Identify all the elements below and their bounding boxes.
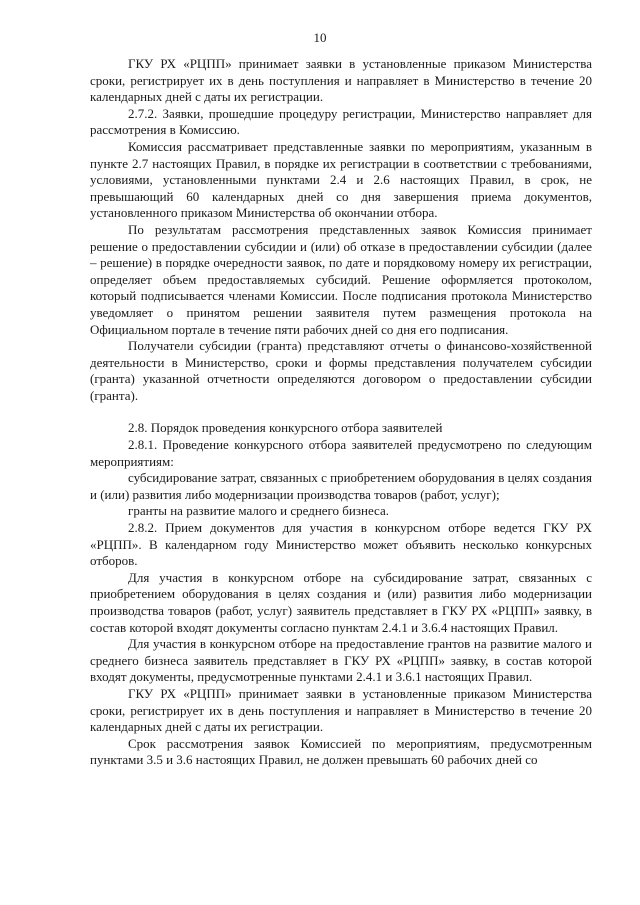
paragraph: По результатам рассмотрения представленных заявок Комиссия принимает решение о предоставлении субсидии и (или) об отказе в предоставлении субсидии (далее – решение) в порядке очередности заявок, по дате и порядковому номеру их регистрации, определяет объем предоставляемых субсидий. Решение оформляется протоколом, который подписывается членами Комиссии. После подписания протокола Министерство уведомляет о принятом решении заявителя путем размещения протокола на Официальном портале в течение пяти рабочих дней со дня его подписания. [90,221,592,337]
paragraph: гранты на развитие малого и среднего бизнеса. [128,503,390,519]
paragraph: Получатели субсидии (гранта) представляют отчеты о финансово-хозяйственной деятельности в Министерство, сроки и формы представления получателем субсидии (гранта) указанной отчетности определяются договором о предоставлении субсидии (гранта). [90,338,592,403]
paragraph: 2.7.2. Заявки, прошедшие процедуру регистрации, Министерство направляет для рассмотрения в Комиссию. [90,105,592,138]
paragraph: 2.8.1. Проведение конкурсного отбора заявителей предусмотрено по следующим мероприятиям: [90,437,592,469]
paragraph: Для участия в конкурсном отборе на субсидирование затрат, связанных с приобретением оборудования в целях создания и (или) развития либо модернизации производства товаров (работ, услуг) заявитель представляет в ГКУ РХ «РЦПП» заявку, в состав которой входят документы согласно пунктам 2.4.1 и 3.6.4 настоящих Правил. [90,569,592,635]
section-heading: 2.8. Порядок проведения конкурсного отбора заявителей [128,420,443,436]
paragraph: Комиссия рассматривает представленные заявки по мероприятиям, указанным в пункте 2.7 настоящих Правил, в порядке их регистрации в соответствии с требованиями, условиями, установленными пунктами 2.4 и 2.6 настоящих Правил, в срок, не превышающий 60 календарных дней со дня завершения приема документов, установленного приказом Министерства об окончании отбора. [90,138,592,221]
paragraph: Срок рассмотрения заявок Комиссией по мероприятиям, предусмотренным пунктами 3.5 и 3.6 настоящих Правил, не должен превышать 60 рабочих дней со [90,735,592,768]
paragraph: субсидирование затрат, связанных с приобретением оборудования в целях создания и (или) развития либо модернизации производства товаров (работ, услуг); [90,470,592,502]
page-number: 10 [313,30,327,45]
paragraph: ГКУ РХ «РЦПП» принимает заявки в установленные приказом Министерства сроки, регистрирует их в день поступления и направляет в Министерство в течение 20 календарных дней с даты их регистрации. [90,56,592,105]
paragraph: 2.8.2. Прием документов для участия в конкурсном отборе ведется ГКУ РХ «РЦПП». В календарном году Министерство может объявить несколько конкурсных отборов. [90,520,592,569]
paragraph: ГКУ РХ «РЦПП» принимает заявки в установленные приказом Министерства сроки, регистрирует их в день поступления и направляет в Министерство в течение 20 календарных дней с даты их регистрации. [90,685,592,735]
paragraph: Для участия в конкурсном отборе на предоставление грантов на развитие малого и среднего бизнеса заявитель представляет в ГКУ РХ «РЦПП» заявку, в состав которой входят документы, предусмотренные пунктами 2.4.1 и 3.6.1 настоящих Правил. [90,636,592,685]
document-body [90,56,592,769]
